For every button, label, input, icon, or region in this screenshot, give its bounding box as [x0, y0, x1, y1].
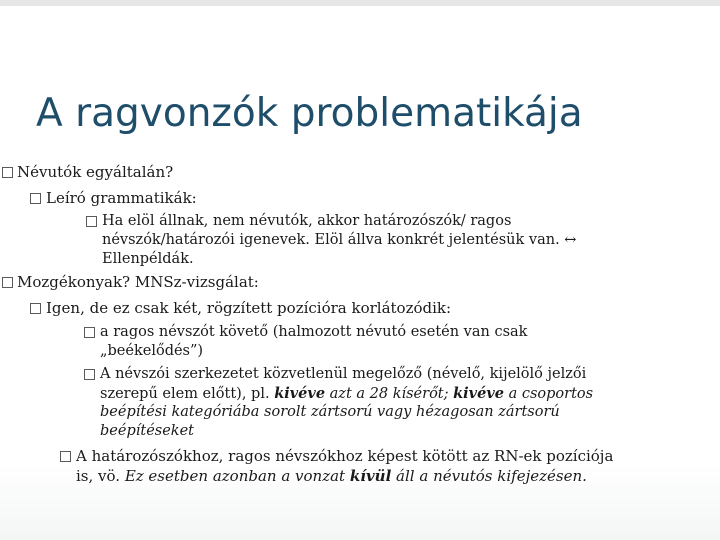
bullet-text-line: A névszói szerkezetet közvetlenül megelőző (névelő, kijelölő jelzői: [100, 366, 587, 382]
text-run: szerepű elem előtt), pl.: [100, 386, 275, 402]
text-run: is, vö.: [76, 467, 125, 485]
square-bullet-icon: [30, 193, 41, 204]
square-bullet-icon: [30, 303, 41, 314]
slide-title: A ragvonzók problematikája: [36, 91, 583, 136]
bullet-text-line: [76, 467, 587, 486]
square-bullet-icon: [86, 216, 97, 227]
bullet-text-line: a ragos névszót követő (halmozott névutó esetén van csak: [100, 324, 528, 340]
bullet-text-line: „beékelődés”): [100, 343, 204, 359]
bullet-text: Leíró grammatikák:: [46, 189, 197, 207]
square-bullet-icon: [60, 451, 71, 462]
square-bullet-icon: [2, 167, 13, 178]
square-bullet-icon: [84, 327, 95, 338]
emphasis-text: kívül: [349, 467, 392, 485]
bullet-text: Mozgékonyak? MNSz-vizsgálat:: [17, 273, 259, 291]
bullet-text-line: Ellenpéldák.: [102, 251, 194, 267]
bullet-text: Igen, de ez csak két, rögzített pozícióra korlátozódik:: [46, 299, 452, 317]
bullet-text-line: Ha elöl állnak, nem névutók, akkor határozószók/ ragos: [102, 213, 512, 229]
bullet-text-line: A határozószókhoz, ragos névszókhoz képest kötött az RN-ek pozíciója: [76, 447, 614, 465]
emphasis-text: kivéve: [274, 385, 326, 402]
italic-text: azt a 28 kísérőt;: [325, 386, 454, 402]
square-bullet-icon: [2, 277, 13, 288]
bullet-text-line: [100, 384, 593, 404]
italic-text: Ez esetben azonban a vonzat: [124, 467, 350, 485]
bullet-text-line: névszók/határozói igenevek. Elöl állva konkrét jelentésük van. ↔: [102, 232, 577, 248]
bullet-text-line: beépítéseket: [100, 423, 194, 439]
italic-text: áll a névutós kifejezésen.: [391, 467, 587, 485]
square-bullet-icon: [84, 369, 95, 380]
bullet-text-line: beépítési kategóriába sorolt zártsorú vagy hézagosan zártsorú: [100, 404, 560, 420]
emphasis-text: kivéve: [453, 385, 504, 402]
bullet-text: Névutók egyáltalán?: [17, 163, 174, 181]
slide-top-band: [0, 0, 720, 6]
italic-text: a csoportos: [503, 386, 594, 402]
